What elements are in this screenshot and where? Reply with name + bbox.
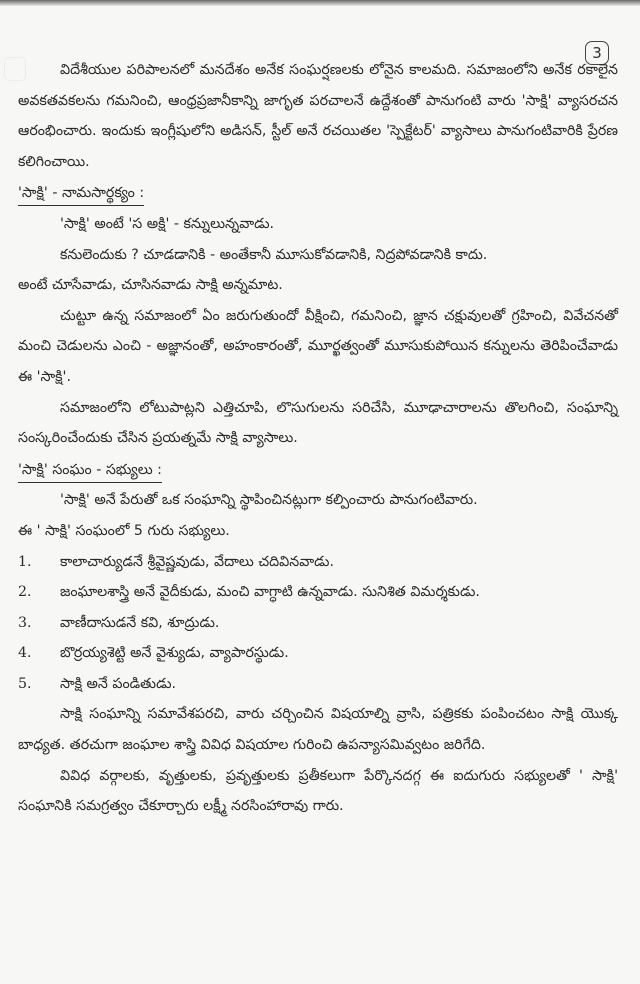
list-text: సాక్షి అనే పండితుడు. <box>60 675 177 692</box>
paragraph: కనులెందుకు ? చూడడానికి - అంతేకానీ మూసుకోవడానికి, నిద్రపోవడానికి కాదు. <box>60 246 488 263</box>
intro-paragraph: విదేశీయుల పరిపాలనలో మనదేశం అనేక సంఘర్షణలకు లోనైన కాలమది. సమాజంలోని అనేక రకాలైన అవకతవకలను గమనించి, ఆంధ్రప్రజానీకాన్ని జాగృత పరచాలనే ఉద్దేశంతో పానుగంటి వారు 'సాక్షి' వ్యాసరచన ఆరంభించారు. ఇందుకు ఇంగ్లీషులోని అడిసన్, స్టీల్ అనే రచయితల 'స్పెక్టేటర్' వ్యాసాలు పానుగంటివారికి ప్రేరణ కలిగించాయి. <box>18 62 618 170</box>
paragraph: అంటే చూసేవాడు, చూసినవాడు సాక్షి అన్నమాట. <box>18 277 283 294</box>
member-list-item <box>18 608 618 639</box>
paragraph: సమాజంలోని లోటుపాట్లని ఎత్తిచూపి, లొసుగులను సరిచేసి, మూఢాచారాలను తొలగించి, సంఘాన్ని సంస్కరించేందుకు చేసిన ప్రయత్నమే సాక్షి వ్యాసాలు. <box>18 399 618 447</box>
paragraph: 'సాక్షి' అంటే 'స అక్షి' - కన్నులున్నవాడు. <box>60 215 274 232</box>
paragraph: చుట్టూ ఉన్న సమాజంలో ఏం జరుగుతుందో వీక్షించి, గమనించి, జ్ఞాన చక్షువులతో గ్రహించి, వివేచనతో మంచి చెడులను ఎంచి - అజ్ఞానంతో, అహంకారంతో, మూర్ఖత్వంతో మూసుకుపోయిన కన్నులను తెరిపించేవాడు ఈ 'సాక్షి'. <box>18 307 618 385</box>
list-number: 4. <box>18 645 32 662</box>
section-heading-meaning: 'సాక్షి' - నామసార్థక్యం : <box>18 181 144 206</box>
list-text: బొర్రయ్యశెట్టి అనే వైశ్యుడు, వ్యాపారస్థుడు. <box>60 645 289 662</box>
member-list-item <box>18 547 618 578</box>
list-number: 1. <box>18 553 32 570</box>
list-text: జంఘాలశాస్త్రి అనే వైదీకుడు, మంచి వాగ్ధాటి ఉన్నవాడు. సునిశిత విమర్శకుడు. <box>60 584 480 601</box>
list-number: 3. <box>18 614 32 631</box>
member-list-item <box>18 577 618 608</box>
paragraph: ఈ ' సాక్షి' సంఘంలో 5 గురు సభ్యులు. <box>18 522 230 539</box>
page-body <box>18 55 618 822</box>
list-number: 5. <box>18 675 32 692</box>
list-text: వాణీదాసుడనే కవి, శూద్రుడు. <box>60 614 220 631</box>
list-number: 2. <box>18 584 32 601</box>
paragraph: వివిధ వర్గాలకు, వృత్తులకు, ప్రవృత్తులకు ప్రతీకలుగా పేర్కొనదగ్గ ఈ ఐదుగురు సభ్యులతో ' సాక్షి' సంఘానికి సమగ్రత్వం చేకూర్చారు లక్ష్మీ నరసింహారావు గారు. <box>18 767 618 815</box>
section-heading-members: 'సాక్షి' సంఘం - సభ్యులు : <box>18 458 162 483</box>
scan-edge <box>0 0 640 6</box>
page-number: 3 <box>585 41 609 65</box>
list-text: కాలాచార్యుడనే శ్రీవైష్ణవుడు, వేదాలు చదివినవాడు. <box>60 553 334 570</box>
member-list-item <box>18 669 618 700</box>
member-list-item <box>18 638 618 669</box>
paragraph: సాక్షి సంఘాన్ని సమావేశపరచి, వారు చర్చించిన విషయాల్ని వ్రాసి, పత్రికకు పంపించటం సాక్షి యొక్క బాధ్యత. తరచుగా జంఘాల శాస్త్రి వివిధ విషయాల గురించి ఉపన్యాసమివ్వటం జరిగేది. <box>18 706 618 754</box>
paragraph: 'సాక్షి' అనే పేరుతో ఒక సంఘాన్ని స్థాపించినట్లుగా కల్పించారు పానుగంటివారు. <box>60 492 478 509</box>
